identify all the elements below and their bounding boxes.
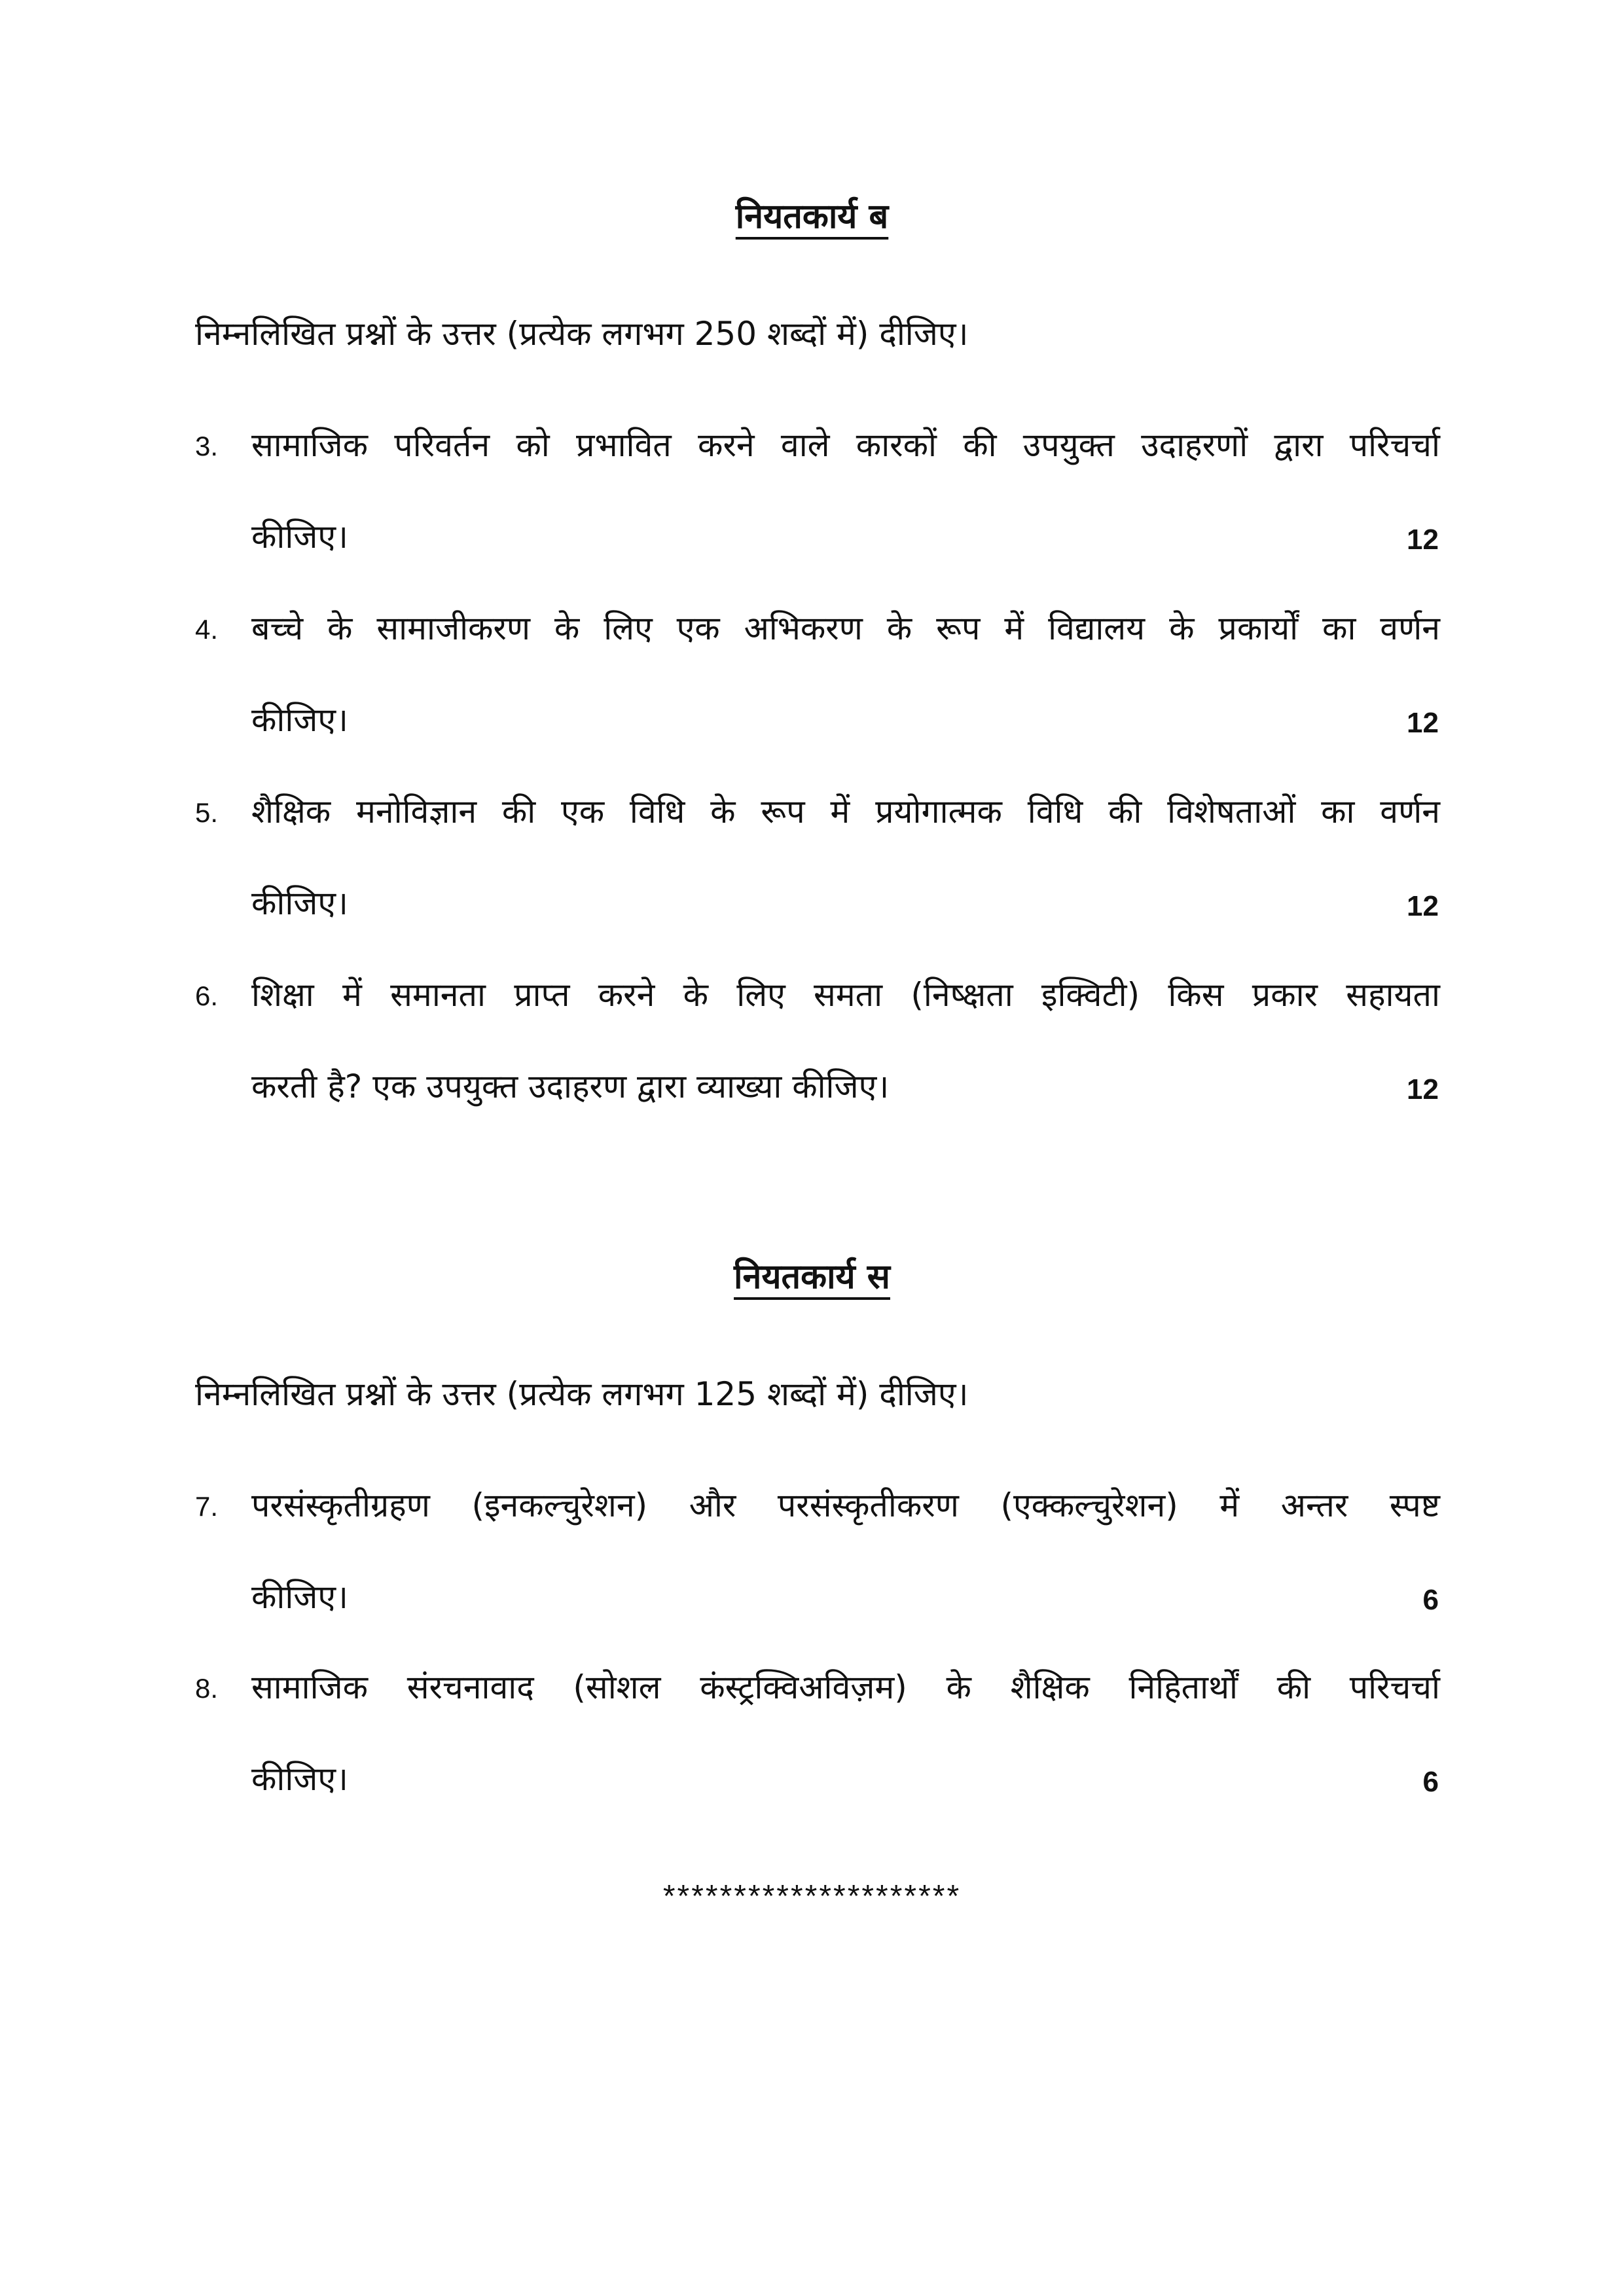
question-text-cont: कीजिए। (251, 884, 348, 922)
question-number: 8. (195, 1673, 219, 1704)
question-marks: 12 (1407, 524, 1439, 556)
question-number: 4. (195, 614, 219, 645)
question-number: 7. (195, 1491, 219, 1522)
section-b-title: नियतकार्य ब (735, 197, 889, 236)
question-marks: 12 (1407, 890, 1439, 922)
question-text-cont: कीजिए। (251, 518, 348, 556)
question-text-cont: कीजिए। (251, 1578, 348, 1616)
question-4 (195, 609, 1439, 779)
question-8 (195, 1668, 1439, 1838)
question-6 (195, 975, 1439, 1145)
section-c-instruction: निम्नलिखित प्रश्नों के उत्तर (प्रत्येक लगभग 125 शब्दों में) दीजिए। (195, 1375, 969, 1413)
question-text-cont: करती है? एक उपयुक्त उदाहरण द्वारा व्याख्या कीजिए। (251, 1067, 890, 1105)
question-text: बच्चे के सामाजीकरण के लिए एक अभिकरण के रूप में विद्यालय के प्रकार्यों का वर्णन (251, 609, 1440, 647)
question-5 (195, 792, 1439, 962)
question-text: सामाजिक परिवर्तन को प्रभावित करने वाले कारकों की उपयुक्त उदाहरणों द्वारा परिचर्चा (251, 426, 1440, 464)
question-marks: 6 (1422, 1766, 1439, 1798)
question-number: 5. (195, 797, 219, 828)
question-marks: 12 (1407, 707, 1439, 739)
question-text-cont: कीजिए। (251, 1760, 348, 1798)
question-text: परसंस्कृतीग्रहण (इनकल्चुरेशन) और परसंस्कृतीकरण (एक्कल्चुरेशन) में अन्तर स्पष्ट (251, 1486, 1440, 1524)
question-7 (195, 1486, 1439, 1656)
question-text: शिक्षा में समानता प्राप्त करने के लिए समता (निष्क्षता इक्विटी) किस प्रकार सहायता (251, 976, 1440, 1014)
section-c-title: नियतकार्य स (734, 1257, 890, 1297)
question-3 (195, 425, 1439, 596)
question-marks: 12 (1407, 1073, 1439, 1105)
question-number: 6. (195, 980, 219, 1011)
section-b-instruction: निम्नलिखित प्रश्नों के उत्तर (प्रत्येक लगभग 250 शब्दों में) दीजिए। (195, 315, 969, 353)
question-marks: 6 (1422, 1584, 1439, 1616)
end-of-document-separator: ********************* (662, 1879, 962, 1914)
question-text: शैक्षिक मनोविज्ञान की एक विधि के रूप में प्रयोगात्मक विधि की विशेषताओं का वर्णन (251, 793, 1440, 831)
question-text: सामाजिक संरचनावाद (सोशल कंस्ट्रक्विअविज़म) के शैक्षिक निहितार्थों की परिचर्चा (251, 1668, 1440, 1706)
question-number: 3. (195, 431, 219, 461)
question-text-cont: कीजिए। (251, 701, 348, 739)
